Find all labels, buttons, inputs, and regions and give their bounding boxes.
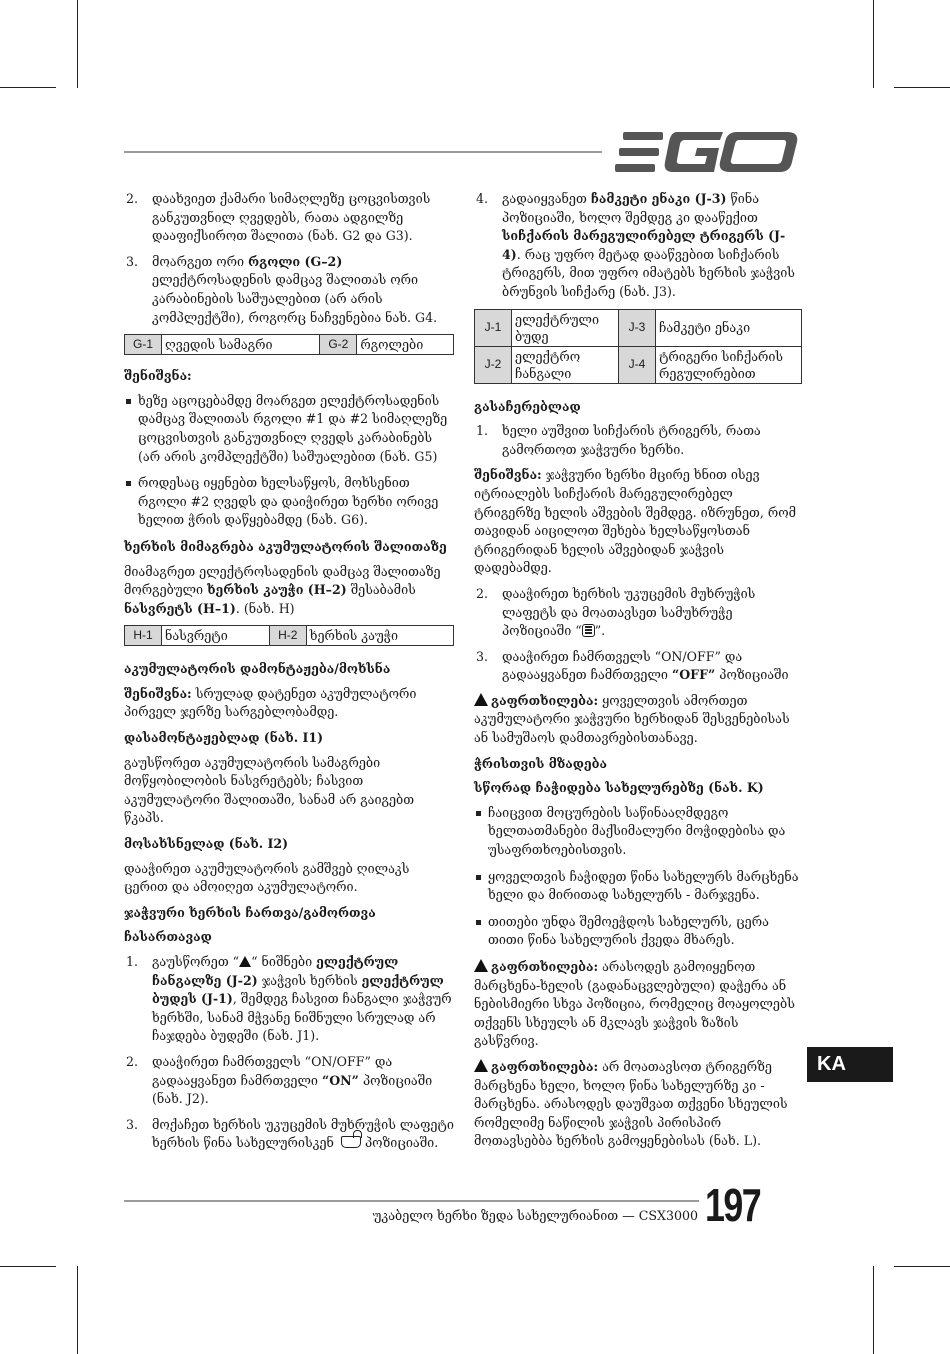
brake-engaged-icon [582, 624, 595, 637]
off-step-2: 2. დააჭირეთ ხერხის უკუცემის მუხრუჭის ლაფეტს და მოათავსეთ სამუხრუჭე პოზიციაში “ ”. [476, 585, 756, 639]
legend-table-g [124, 334, 454, 355]
off-note: შენიშვნა: ჯაჭვური ხერხი მცირე ხნით ისევ იტრიალებს სიჩქარის მარეგულირებელ ტრიგერზე ხელის აშვების შემდეგ. იზრუნეთ, რომ თავიდან აიცილოთ შეხება ხელსაწყოსთან ტრიგერიდან ხელის აშვებიდან ჯაჭვის დადებამდე. [474, 467, 797, 576]
install-heading: დასამონტაჟებლად (ნახ. I1) [124, 730, 324, 746]
warning-icon [474, 1059, 488, 1072]
table-row: J-2 ელექტრო ჩანგალი J-4 ტრიგერი სიჩქარის რეგულირებით [475, 346, 802, 383]
crop-mark [873, 0, 874, 88]
left-step-3: 3. მოარგეთ ორი რგოლი (G–2) ელექტროსადენის დამცავ შალითას ორი კარაბინების საშუალებით (არ არის კომპლექტში), როგორც ნაჩვენებია ნახ. G4. [126, 253, 438, 325]
left-step-2: 2. დაახვიეთ ქამარი სიმაღლეზე ცოცვისთვის განკუთვნილ ღვედებს, რათა ადგილზე დააფიქსიროთ შალითა (ნახ. G2 და G3). [126, 191, 431, 244]
triangle-marker-icon [239, 956, 251, 967]
warning-3: გაფრთხილება: არ მოათავსოთ ტრიგერზე მარცხენა ხელი, ხოლო წინა სახელურზე კი - მარცხენა. არასოდეს დაუშვათ თქვენი სხეულის რომელიმე ნაწილის ჯაჭვის პირისპირ მოთავსებბა ხერხის გამოყენებისას (ნახ. L). [474, 1058, 788, 1149]
warning-icon [474, 959, 488, 972]
cut-heading: ჭრისთვის მზადება [474, 755, 607, 771]
off-step-1: 1. ხელი აუშვით სიჩქარის ტრიგერს, რათა გამორთოთ ჯაჭვური ხერხი. [476, 423, 761, 457]
note-heading: შენიშვნა: [124, 368, 192, 384]
table-row: J-1 ელექტრული ბუდე J-3 ჩამკეტი ენაკი [475, 309, 802, 346]
right-column [474, 190, 802, 1158]
unlocked-brake-icon [341, 1136, 361, 1148]
warning-icon [474, 693, 488, 706]
on-heading: ჩასართავად [124, 929, 212, 945]
grip-heading: სწორად ჩაჭიდება სახელურებზე (ნახ. K) [474, 780, 764, 796]
warning-2: გაფრთხილება: არასოდეს გამოიყენოთ მარცხენა-ხელის (გადანაცვლებული) დაჭერა ან ნებისმიერი სხვა პოზიცია, რომელიც მოაყოლებს თქვენს სხეულს ან მკლავს ჯაჭვის ზაზის გასწვრივ. [474, 959, 795, 1049]
list-item: ხეზე აცოცებამდე მოარგეთ ელექტროსადენის დამცავ შალითას რგოლი #1 და #2 სიმაღლეზე ცოცვისთვის განკუთვნილ ღვედს კარაბინებს (არ არის კომპლექტში) საშუალებით (ნახ. G5) [124, 392, 454, 466]
table-row: H-1 ნასვრეტი H-2 ხერხის კაუჭი [125, 626, 454, 646]
table-row: G-1 ღვედის სამაგრი G-2 რგოლები [125, 335, 454, 355]
chain-heading: ჯაჭვური ხერხის ჩართვა/გამორთვა [124, 904, 376, 920]
ego-logo [615, 130, 800, 175]
left-column [124, 190, 454, 1160]
off-step-3: 3. დააჭირეთ ჩამრთველს “ON/OFF” და გადააყვანეთ ჩამრთველი “OFF” პოზიციაში [476, 648, 789, 683]
crop-mark [894, 87, 950, 88]
page-number: 197 [705, 1179, 761, 1231]
battery-heading: აკუმულატორის დამონტაჟება/მოხსნა [124, 661, 391, 677]
crop-mark [77, 0, 78, 88]
crop-mark [894, 1266, 950, 1267]
list-item: ჩაიცვით მოცურების საწინააღმდეგო ხელთათმანები მაქსიმალური მოჭიდებისა და უსაფრთხოებისთვის. [474, 804, 802, 860]
right-step-4: 4. გადაიყვანეთ ჩამკეტი ენაკი (J-3) წინა პოზიციაში, ხოლო შემდეგ კი დააწექით სიჩქარის მარეგულირებელ ტრიგერს (J-4). რაც უფრო მეტად დააწვებით სიჩქარის ტრიგერს, მით უფრო იმატებს ხერხის ჯაჭვის ბრუნვის სიჩქარე (ნახ. J3). [476, 191, 795, 299]
attach-text: მიამაგრეთ ელექტროსადენის დამცავ შალითაზე მორგებული ხერხის კაუჭი (H–2) შესაბამის ნასვრეტს (H–1). (ნახ. H) [124, 563, 441, 616]
legend-table-h [124, 625, 454, 646]
on-step-2: 2. დააჭირეთ ჩამრთველს “ON/OFF” და გადააყვანეთ ჩამრთველი “ON” პოზიციაში (ნახ. J2). [126, 1053, 433, 1107]
footer-title: უკაბელო ხერხი ზედა სახელურიანით — CSX3000 [372, 1208, 698, 1223]
battery-note: შენიშვნა: სრულად დატენეთ აკუმულატორი პირველ ჯერზე სარგებლობამდე. [124, 685, 417, 720]
remove-heading: მოსახსნელად (ნახ. I2) [124, 836, 289, 852]
install-text: გაუსწორეთ აკუმულატორის სამაგრები მოწყობილობის ნასვრეტებს; ჩასვით აკუმულატორი შალითაში, სანამ არ გაიგებთ წკაპს. [124, 754, 415, 826]
list-item: როდესაც იყენებთ ხელსაწყოს, მოხსენით რგოლი #2 ღვედს და დაიჭირეთ ხერხი ორივე ხელით ჭრის დაწყებამდე (ნახ. G6). [124, 474, 454, 530]
remove-text: დააჭირეთ აკუმულატორის გამშვებ ღილაკს ცერით და ამოიღეთ აკუმულატორი. [124, 860, 410, 895]
crop-mark [0, 87, 56, 88]
on-step-1: 1. გაუსწორეთ “ “ ნიშნები ელექტრულ ჩანგალზე (J-2) ჯაჭვის ხერხის ელექტრულ ბუდეს (J-1), შემდეგ ჩასვით ჩანგალი ჯაჭვურ ხერხში, სანამ მჭვანე ნიშნული სრულად არ ჩაჯდება ბუდეში (ნახ. J1). [126, 954, 452, 1044]
crop-mark [0, 1266, 56, 1267]
on-step-3: 3. მოქაჩეთ ხერხის უკუცემის მუხრუჭის ლაფეტი ხერხის წინა სახელურისკენ პოზიციაში. [126, 1116, 454, 1151]
crop-mark [873, 1266, 874, 1354]
attach-heading: ხერხის მიმაგრება აკუმულატორის შალითაზე [124, 538, 447, 554]
crop-mark [77, 1266, 78, 1354]
list-item: ყოველთვის ჩაჭიდეთ წინა სახელურს მარცხენა ხელი და მირითად სახელურს - მარჯვენა. [474, 868, 802, 905]
legend-table-j [474, 309, 802, 384]
off-heading: გასაჩერებლად [474, 398, 581, 414]
warning-1: გაფრთხილება: ყოველთვის ამორთეთ აკუმულატორი ჯაჭვური ხერხიდან შესვენებისას ან სამუშაოს დამთავრებისთანავე. [474, 692, 790, 746]
footer-rule [124, 1200, 699, 1202]
list-item: თითები უნდა შემოეჭდოს სახელურს, ცერა თითი წინა სახელურის ქვედა მხარეს. [474, 913, 802, 950]
header-rule [124, 151, 602, 153]
language-tab: KA [807, 1047, 893, 1082]
